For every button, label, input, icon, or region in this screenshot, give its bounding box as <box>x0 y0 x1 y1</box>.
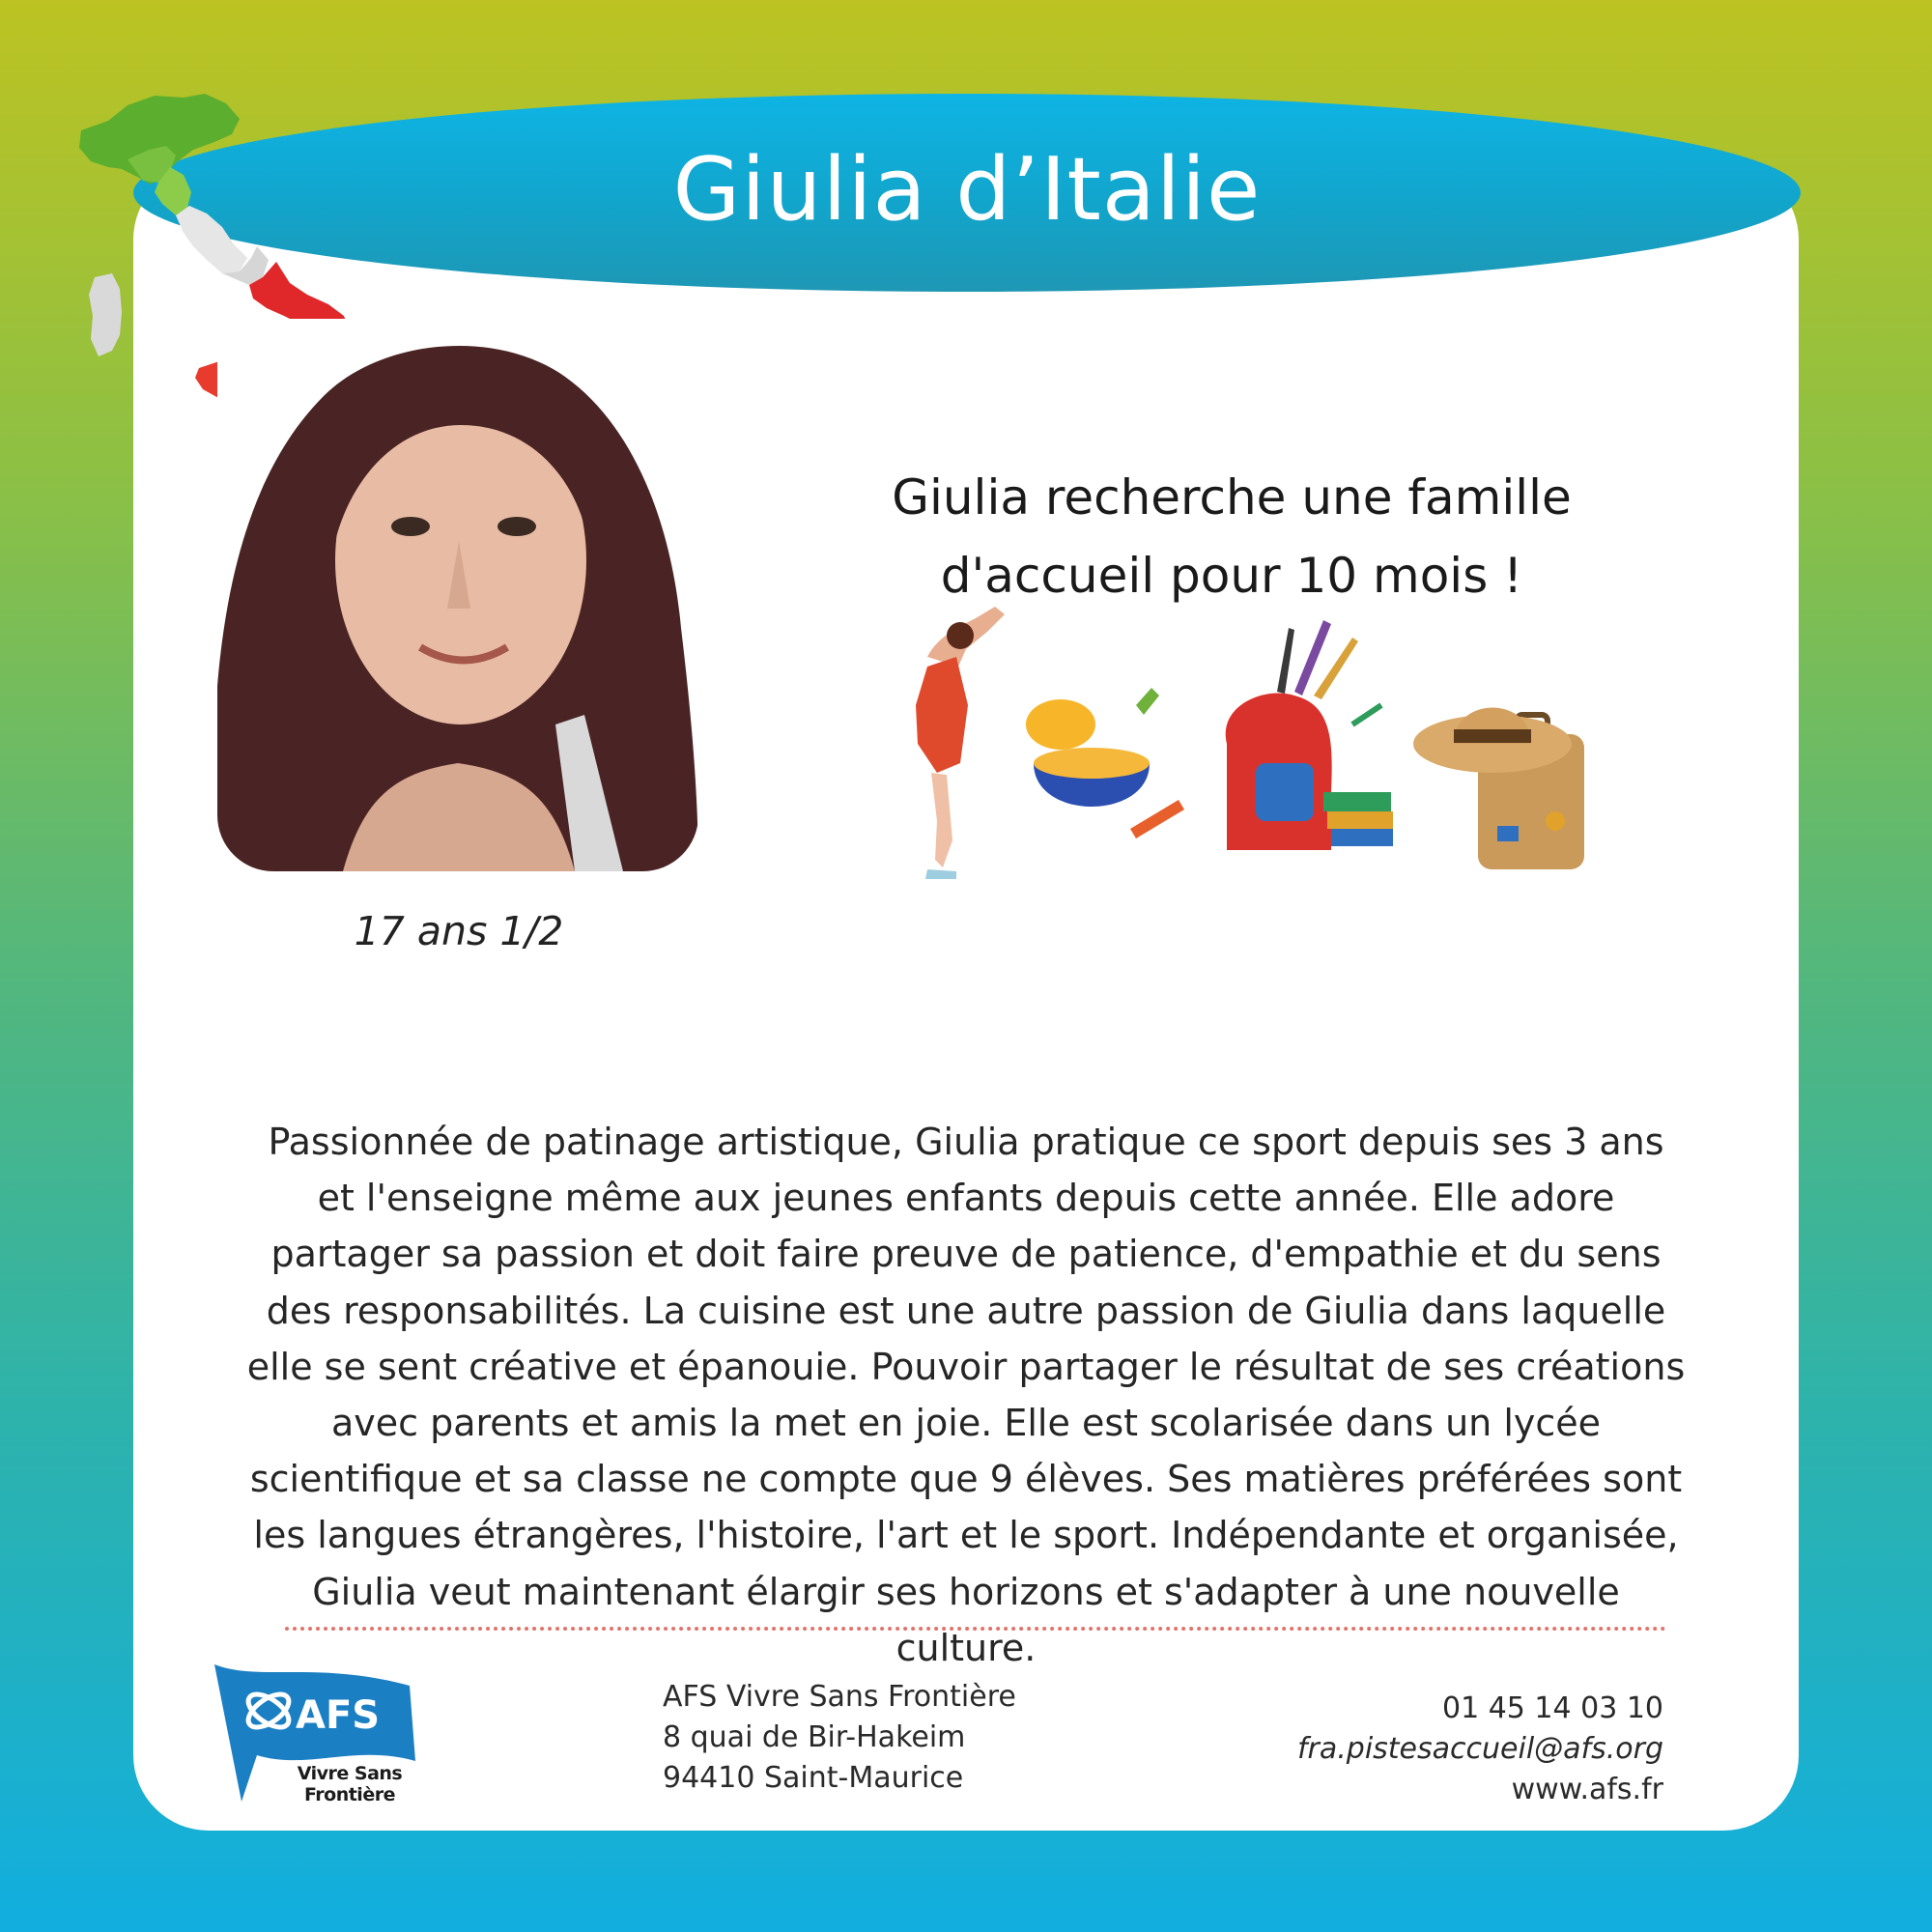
portrait-photo <box>217 319 698 871</box>
website-link[interactable]: www.afs.fr <box>1511 1773 1663 1806</box>
art-supplies-backpack-icon <box>1226 620 1393 850</box>
address-line-3: 94410 Saint-Maurice <box>663 1761 964 1795</box>
travel-hat-suitcase-icon <box>1413 708 1584 870</box>
description-line: elle se sent créative et épanouie. Pouvoir partager le résultat de ses créations <box>246 1345 1686 1388</box>
description-line: avec parents et amis la met en joie. Elle est scolarisée dans un lycée <box>330 1402 1602 1445</box>
phone-number[interactable]: 01 45 14 03 10 <box>1441 1691 1663 1725</box>
portrait-illustration <box>217 319 698 871</box>
figure-skater-icon <box>916 607 1005 879</box>
description-line: les langues étrangères, l'histoire, l'art et le sport. Indépendante et organisée, <box>253 1514 1679 1557</box>
headline <box>773 459 1690 615</box>
description-line: et l'enseigne même aux jeunes enfants depuis cette année. Elle adore <box>317 1177 1615 1220</box>
description-line: culture. <box>895 1626 1037 1669</box>
postal-address <box>663 1677 1016 1799</box>
description-line: Giulia veut maintenant élargir ses horizons et s'adapter à une nouvelle <box>312 1570 1620 1613</box>
address-line-1: AFS Vivre Sans Frontière <box>663 1680 1016 1714</box>
hobby-icons <box>898 599 1594 879</box>
logo-subtitle-2: Frontière <box>304 1784 395 1805</box>
divider <box>285 1627 1666 1631</box>
headline-line-1: Giulia recherche une famille <box>892 469 1572 526</box>
description <box>162 1114 1770 1676</box>
description-line: scientifique et sa classe ne compte que 9 élèves. Ses matières préférées sont <box>249 1458 1683 1501</box>
description-line: Passionnée de patinage artistique, Giulia pratique ce sport depuis ses 3 ans <box>268 1121 1664 1163</box>
email-link[interactable]: fra.pistesaccueil@afs.org <box>1296 1732 1663 1766</box>
afs-logo-text: AFS <box>296 1693 381 1738</box>
contact-info <box>1159 1689 1663 1810</box>
age-label: 17 ans 1/2 <box>354 908 564 954</box>
cooking-bowl-icon <box>1026 688 1184 838</box>
address-line-2: 8 quai de Bir-Hakeim <box>663 1720 966 1754</box>
headline-line-2: d'accueil pour 10 mois ! <box>940 548 1523 604</box>
logo-subtitle-1: Vivre Sans <box>297 1763 403 1784</box>
description-line: partager sa passion et doit faire preuve de patience, d'empathie et du sens <box>270 1233 1662 1276</box>
page-title: Giulia d’Italie <box>672 139 1262 241</box>
description-line: des responsabilités. La cuisine est une autre passion de Giulia dans laquelle <box>266 1289 1666 1332</box>
